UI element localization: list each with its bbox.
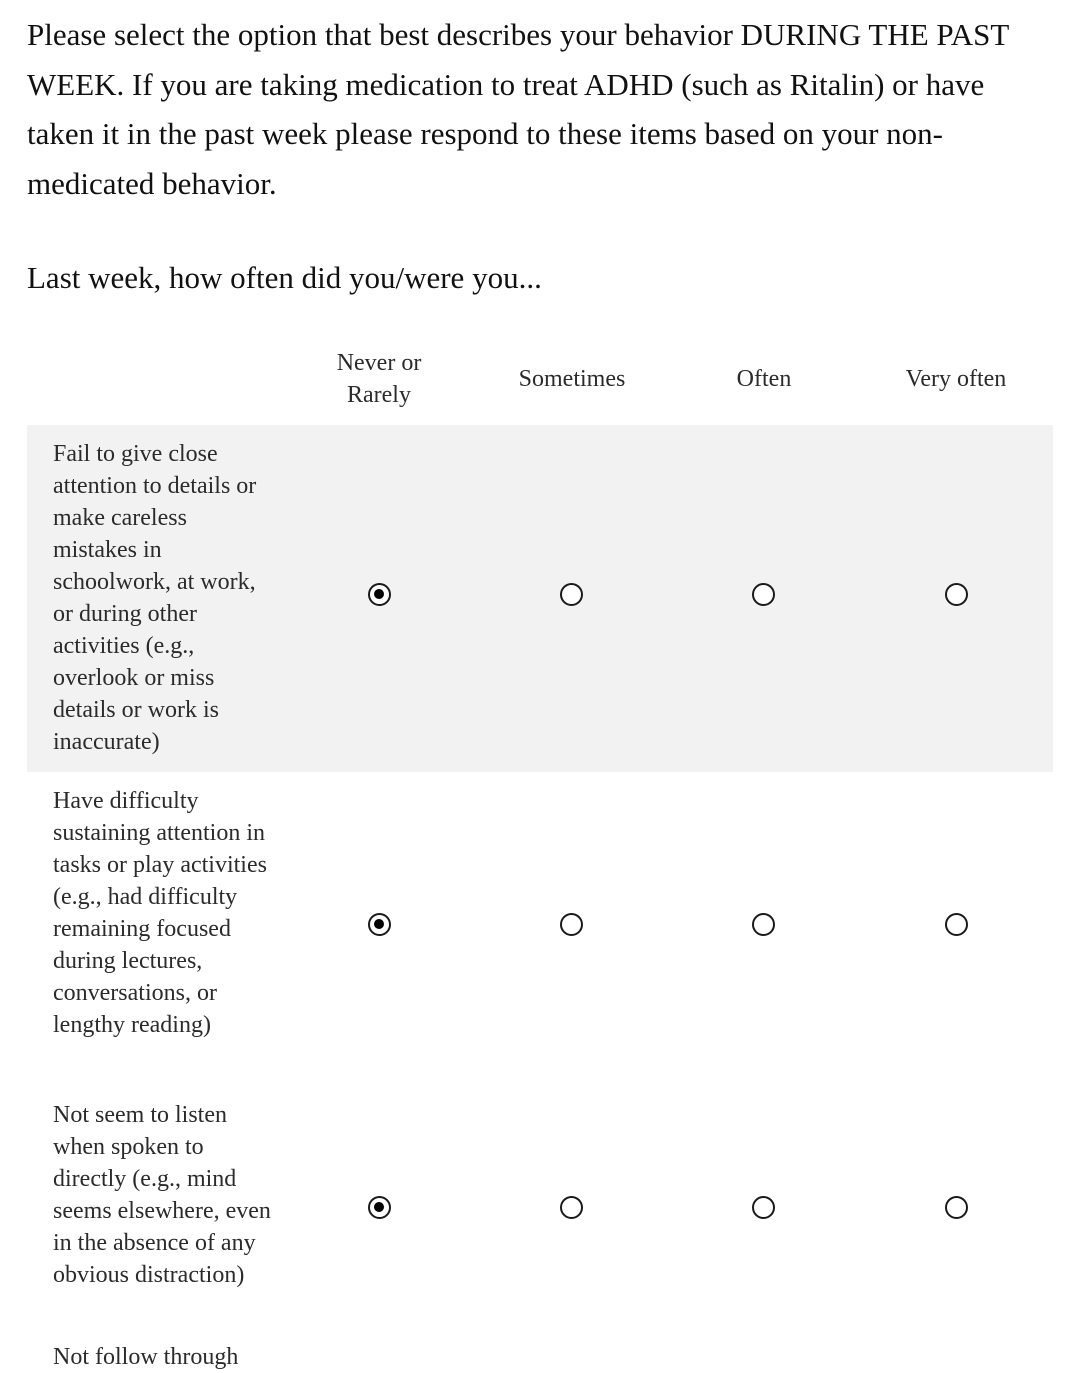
radio-row2-very-often[interactable] — [945, 913, 968, 936]
column-header-sometimes — [477, 347, 667, 411]
next-row-label-partial: Not follow through — [53, 1344, 239, 1370]
matrix-row-3 — [27, 1088, 1053, 1338]
radio-row2-never-or-rarely[interactable] — [368, 913, 391, 936]
matrix-row-1 — [27, 425, 1053, 772]
radio-row2-often[interactable] — [752, 913, 775, 936]
radio-row3-very-often[interactable] — [945, 1196, 968, 1219]
column-header-line: Never or — [336, 350, 422, 376]
column-header-very-often — [861, 347, 1051, 411]
row-label: Not seem to listen when spoken to directly (e.g., mind seems elsewhere, even in the absence of any obvious distraction) — [53, 1102, 271, 1288]
radio-row1-very-often[interactable] — [945, 583, 968, 606]
column-header-never-or-rarely — [284, 347, 474, 411]
column-header-line: Very often — [905, 366, 1007, 392]
radio-row3-never-or-rarely[interactable] — [368, 1196, 391, 1219]
radio-row3-sometimes[interactable] — [560, 1196, 583, 1219]
radio-row2-sometimes[interactable] — [560, 913, 583, 936]
radio-row3-often[interactable] — [752, 1196, 775, 1219]
row-label: Fail to give close attention to details or make careless mistakes in schoolwork, at work, or during other activities (e.g., overlook or miss details or work is inaccurate) — [53, 441, 257, 755]
radio-row1-sometimes[interactable] — [560, 583, 583, 606]
radio-row1-often[interactable] — [752, 583, 775, 606]
column-header-line: Often — [736, 366, 792, 392]
column-header-often — [669, 347, 859, 411]
instructions-text: Please select the option that best describes your behavior DURING THE PAST WEEK. If you are taking medication to treat ADHD (such as Ritalin) or have taken it in the past week please respond to these items based on your non-medicated behavior. — [27, 17, 1009, 201]
question-stem: Last week, how often did you/were you... — [27, 260, 542, 295]
column-header-line: Rarely — [347, 382, 411, 408]
row-label: Have difficulty sustaining attention in tasks or play activities (e.g., had difficulty remaining focused during lectures, conversations, or lengthy reading) — [53, 788, 267, 1038]
column-header-line: Sometimes — [518, 366, 626, 392]
matrix-row-2 — [27, 772, 1053, 1088]
radio-row1-never-or-rarely[interactable] — [368, 583, 391, 606]
